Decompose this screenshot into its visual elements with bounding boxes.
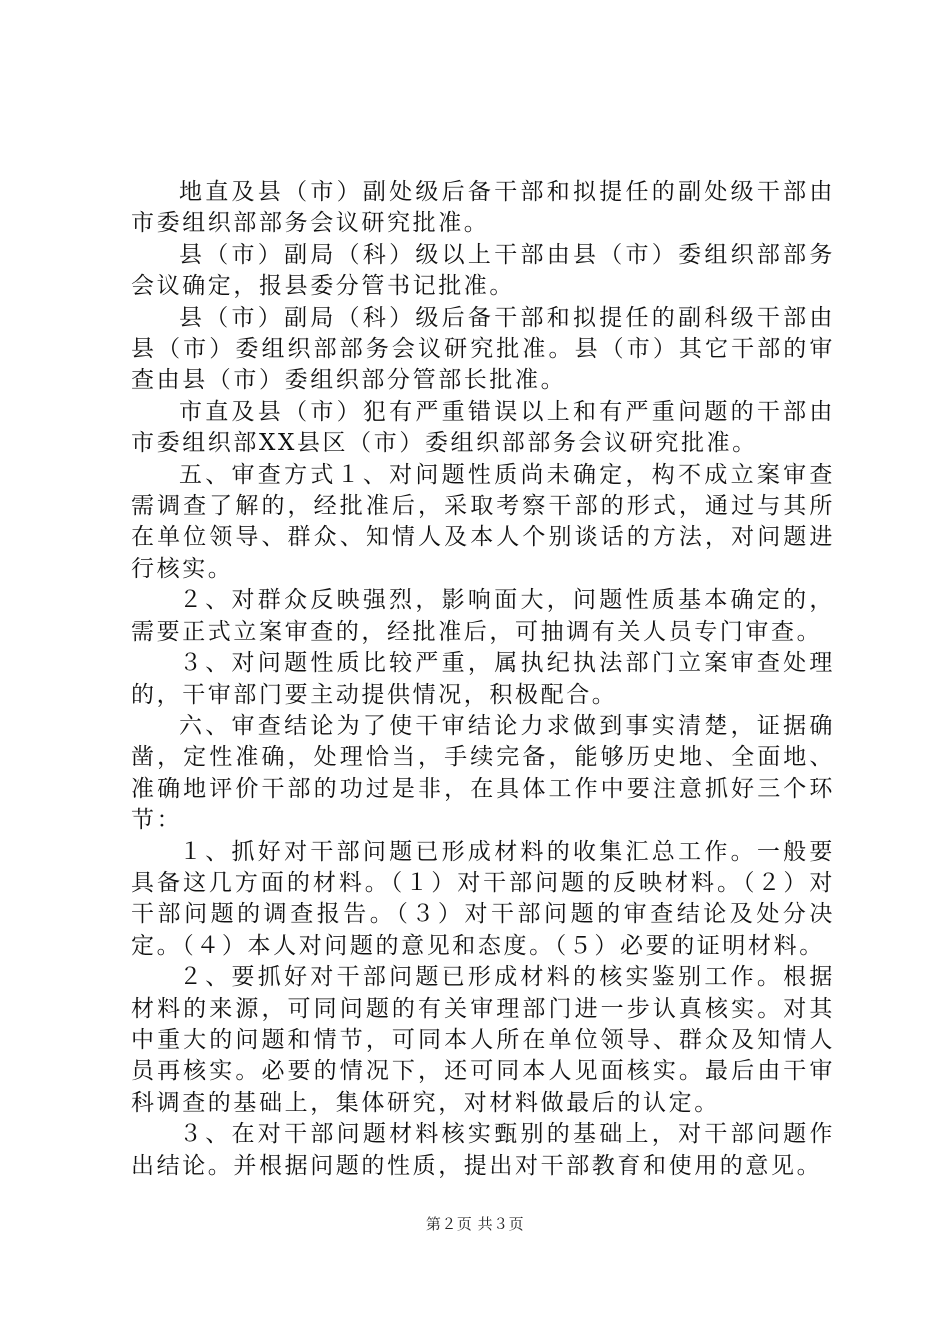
document-body [131, 177, 835, 1182]
paragraph-conclusion-step-3: ３、在对干部问题材料核实甄别的基础上，对干部问题作出结论。并根据问题的性质，提出对干部教育和使用的意见。 [131, 1121, 835, 1179]
paragraph-conclusion-step-2: ２、要抓好对干部问题已形成材料的核实鉴别工作。根据材料的来源，可同问题的有关审理部门进一步认真核实。对其中重大的问题和情节，可同本人所在单位领导、群众及知情人员再核实。必要的情况下，还可同本人见面核实。最后由干审科调查的基础上，集体研究，对材料做最后的认定。 [131, 964, 835, 1116]
paragraph-appointment-county-reserve: 县（市）副局（科）级后备干部和拟提任的副科级干部由县（市）委组织部部务会议研究批准。县（市）其它干部的审查由县（市）委组织部分管部长批准。 [131, 304, 835, 394]
paragraph-review-method-3: ３、对问题性质比较严重，属执纪执法部门立案审查处理的，干审部门要主动提供情况，积极配合。 [131, 650, 835, 708]
paragraph-review-conclusion-intro: 六、审查结论为了使干审结论力求做到事实清楚，证据确凿，定性准确，处理恰当，手续完备，能够历史地、全面地、准确地评价干部的功过是非，在具体工作中要注意抓好三个环节： [131, 712, 835, 834]
page-number-indicator: 第２页 共３页 [425, 1215, 525, 1233]
paragraph-review-method-2: ２、对群众反映强烈，影响面大，问题性质基本确定的，需要正式立案审查的，经批准后，可抽调有关人员专门审查。 [131, 587, 835, 645]
paragraph-appointment-county-above-section: 县（市）副局（科）级以上干部由县（市）委组织部部务会议确定，报县委分管书记批准。 [131, 241, 835, 300]
paragraph-serious-errors: 市直及县（市）犯有严重错误以上和有严重问题的干部由市委组织部XX县区（市）委组织部部务会议研究批准。 [131, 398, 835, 457]
paragraph-appointment-city-level: 地直及县（市）副处级后备干部和拟提任的副处级干部由市委组织部部务会议研究批准。 [131, 179, 835, 237]
page-footer [0, 1214, 950, 1234]
paragraph-conclusion-step-1: １、抓好对干部问题已形成材料的收集汇总工作。一般要具备这几方面的材料。（１）对干部问题的反映材料。（２）对干部问题的调查报告。（３）对干部问题的审查结论及处分决定。（４）本人对问题的意见和态度。（５）必要的证明材料。 [131, 838, 835, 959]
paragraph-review-method-1: 五、审查方式１、对问题性质尚未确定，构不成立案审查需调查了解的，经批准后，采取考察干部的形式，通过与其所在单位领导、群众、知情人及本人个别谈话的方法，对问题进行核实。 [131, 461, 835, 582]
